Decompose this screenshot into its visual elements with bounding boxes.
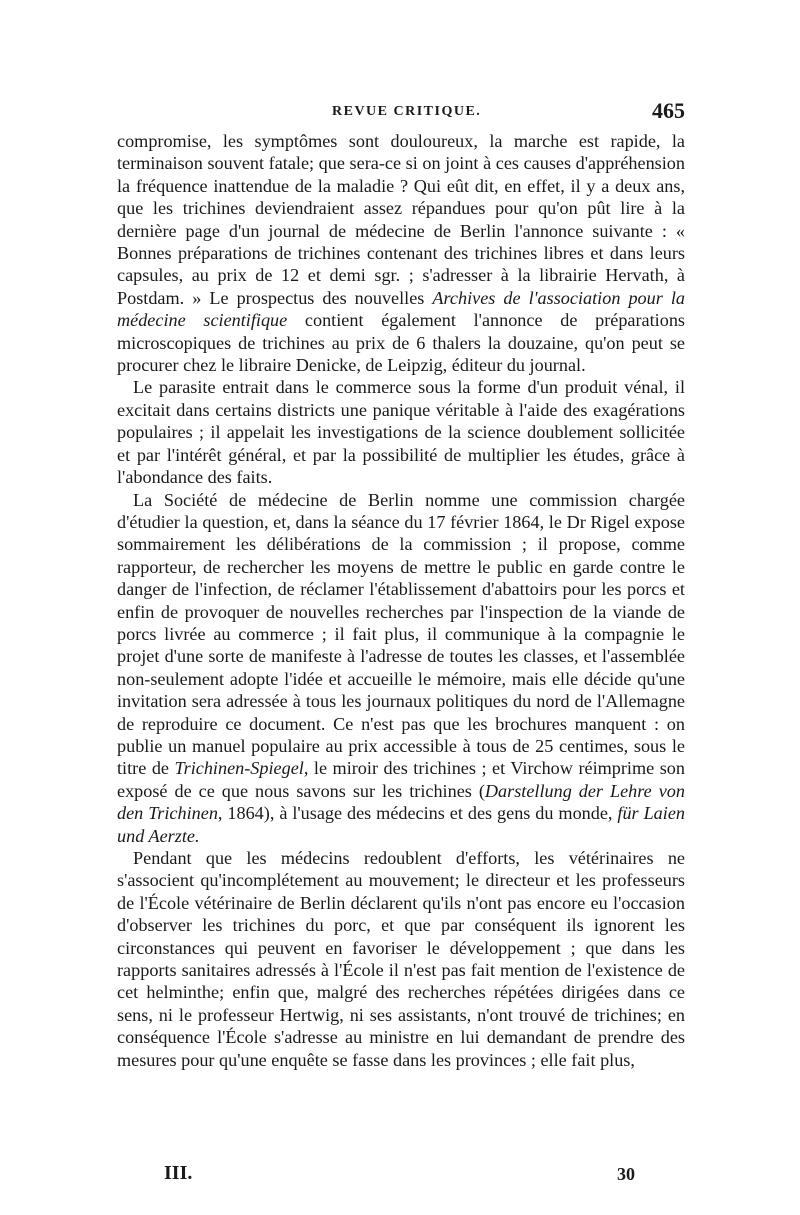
text-run: Pendant que les médecins redoublent d'efforts, les vétérinaires ne s'associent qu'incomplétement au mouvement; le directeur et les professeurs de l'École vétérinaire de Berlin déclarent qu'ils n'ont pas encore eu l'occasion d'observer les trichines du porc, et que par conséquent ils ignorent les circonstances qui peuvent en favoriser le développement ; que dans les rapports sanitaires adressés à l'École il n'est pas fait mention de l'existence de cet helminthe; enfin que, malgré des recherches répétées dirigées dans ce sens, ni le professeur Hertwig, ni ses assistants, n'ont trouvé de trichines; en conséquence l'École s'adresse au ministre en lui demandant de prendre des mesures pour qu'une enquête se fasse dans les provinces ; elle fait plus, — [117, 848, 685, 1070]
body-text — [117, 130, 685, 1071]
italic-title: Archives de l'association pour la médecine scientifique — [117, 287, 685, 331]
text-run: Le parasite entrait dans le commerce sous la forme d'un produit vénal, il excitait dans certains districts une panique véritable à l'aide des exagérations populaires ; il appelait les investigations de la science doublement sollicitée et par l'intérêt général, et par la possibilité de multiplier les études, grâce à l'abondance des faits. — [117, 377, 685, 488]
text-run: , le miroir des trichines ; et Virchow réimprime son exposé de ce que nous savons sur les trichines ( — [117, 758, 685, 801]
running-title: REVUE CRITIQUE. — [332, 104, 482, 119]
italic-title: für Laien und Aerzte. — [117, 803, 685, 846]
text-run: compromise, les symptômes sont douloureux, la marche est rapide, la terminaison souvent fatale; que sera-ce si on joint à ces causes d'appréhension la fréquence inattendue de la maladie ? Qui eût dit, en effet, il y a deux ans, que les trichines deviendraient assez répandues pour qu'on pût lire à la dernière page d'un journal de médecine de Berlin l'annonce suivante : « Bonnes préparations de trichines contenant des trichines libres et dans leurs capsules, au prix de 12 et demi sgr. ; s'adresser à la librairie Hervath, à Postdam. » Le prospectus des nouvelles — [117, 131, 685, 308]
page-number: 465 — [652, 98, 685, 123]
paragraph — [117, 376, 685, 488]
running-head — [117, 98, 685, 128]
italic-title: Trichinen-Spiegel — [174, 758, 304, 779]
text-run: contient également l'annonce de préparations microscopiques de trichines au prix de 6 thalers la douzaine, qu'on peut se procurer chez le libraire Denicke, de Leipzig, éditeur du journal. — [117, 310, 686, 376]
folio-number: 30 — [617, 1164, 635, 1184]
text-run: La Société de médecine de Berlin nomme une commission chargée d'étudier la question, et, dans la séance du 17 février 1864, le Dr Rigel expose sommairement les délibérations de la commission ; il propose, comme rapporteur, de rechercher les moyens de mettre le public en garde contre le danger de l'infection, de réclamer l'établissement d'abattoirs pour les porcs et enfin de provoquer de nouvelles recherches par l'inspection de la viande de porcs livrée au commerce ; il fait plus, il communique à la compagnie le projet d'une sorte de manifeste à l'adresse de toutes les classes, et l'assemblée non-seulement adopte l'idée et accueille le mémoire, mais elle décide qu'une invitation sera adressée à tous les journaux politiques du nord de l'Allemagne de reproduire ce document. Ce n'est pas que les brochures manquent : on publie un manuel populaire au prix accessible à tous de 25 centimes, sous le titre de — [117, 489, 685, 779]
paragraph — [117, 489, 685, 848]
signature-mark: III. — [164, 1162, 193, 1184]
text-run: , 1864), à l'usage des médecins et des gens du monde, — [217, 803, 618, 824]
paragraph — [117, 130, 685, 376]
italic-title: Darstellung der Lehre von den Trichinen — [117, 780, 685, 824]
paragraph — [117, 847, 685, 1071]
